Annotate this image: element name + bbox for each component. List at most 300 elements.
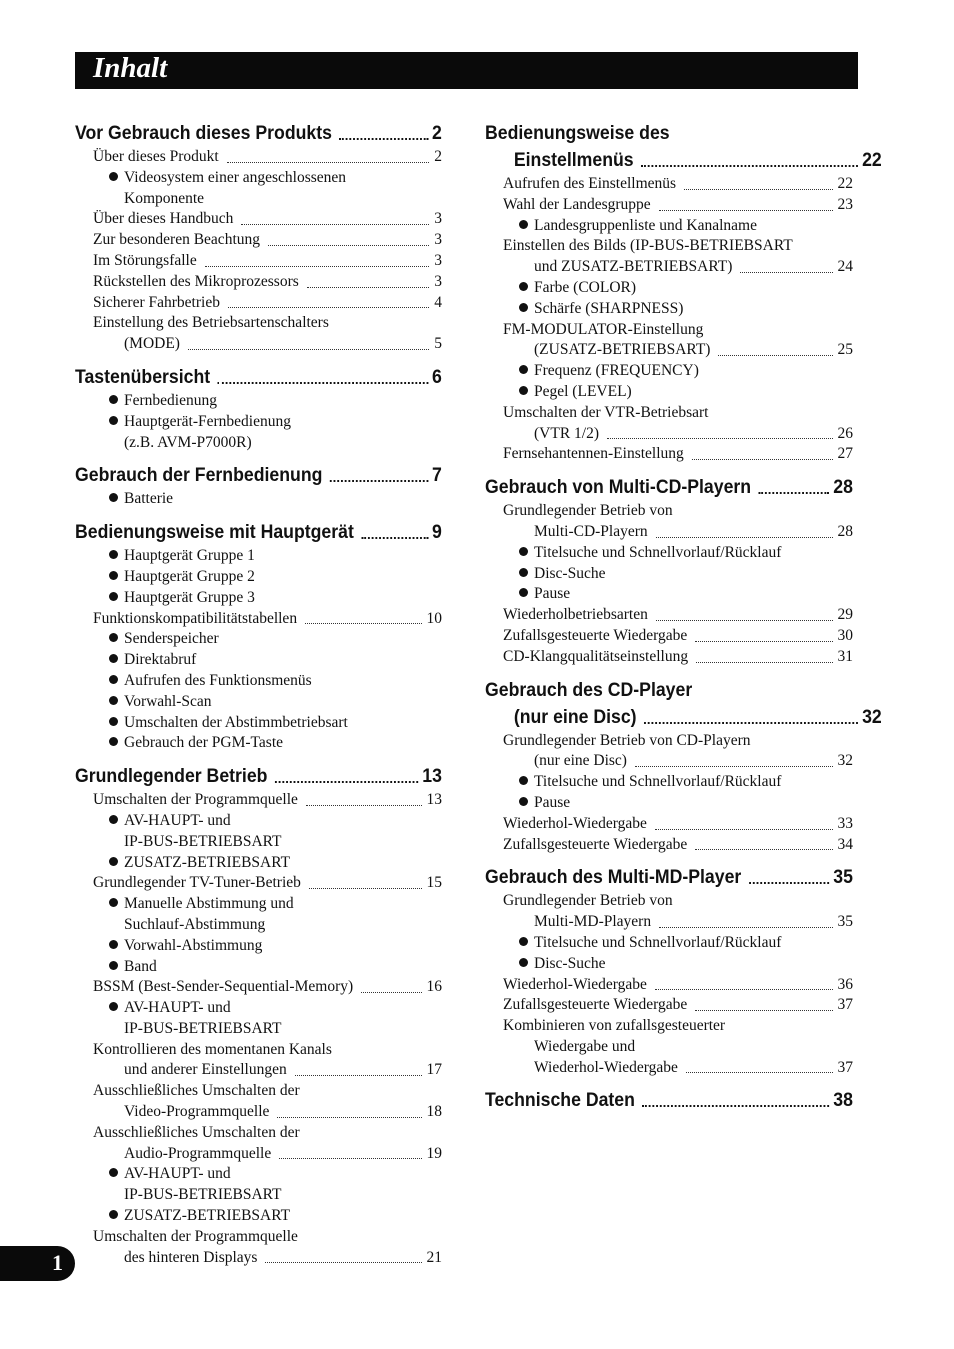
- toc-bullet-item[interactable]: [485, 793, 853, 814]
- entry-title: Rückstellen des Mikroprozessors: [93, 272, 299, 290]
- bullet-icon: [109, 395, 118, 404]
- toc-right-column: [485, 120, 882, 1114]
- toc-entry[interactable]: [75, 873, 442, 894]
- toc-bullet-item[interactable]: [75, 650, 442, 671]
- section-spacer: [75, 510, 442, 519]
- section-title: Gebrauch des CD-Player: [485, 679, 693, 701]
- bullet-text: Umschalten der Abstimmbetriebsart: [124, 713, 348, 731]
- bullet-icon: [109, 633, 118, 642]
- bullet-text: Senderspeicher: [124, 630, 219, 648]
- toc-entry[interactable]: [75, 1040, 442, 1061]
- toc-bullet-item[interactable]: [75, 588, 442, 609]
- entry-title: BSSM (Best-Sender-Sequential-Memory): [93, 978, 354, 996]
- dot-leader: [641, 165, 858, 167]
- bullet-text: Fernbedienung: [124, 391, 217, 409]
- toc-entry[interactable]: [75, 147, 442, 168]
- section-title: Bedienungsweise mit Hauptgerät: [75, 522, 354, 544]
- dot-leader: [361, 537, 428, 539]
- entry-title: Über dieses Handbuch: [93, 210, 234, 228]
- toc-entry[interactable]: [75, 1123, 442, 1144]
- dot-leader: [642, 1105, 829, 1107]
- toc-bullet-continuation: Komponente: [124, 189, 205, 207]
- toc-entry[interactable]: [485, 1016, 853, 1037]
- toc-entry[interactable]: [485, 340, 853, 361]
- section-page-number: 9: [432, 522, 442, 544]
- dot-leader: [696, 662, 832, 663]
- entry-page-number: 30: [837, 626, 853, 644]
- toc-entry[interactable]: [75, 1227, 442, 1248]
- toc-entry[interactable]: [485, 403, 853, 424]
- section-page-number: 7: [432, 465, 442, 487]
- bullet-icon: [519, 568, 528, 577]
- entry-title: (MODE): [124, 335, 180, 353]
- page-number-tab: [0, 1246, 75, 1281]
- bullet-icon: [109, 961, 118, 970]
- section-spacer: [75, 754, 442, 763]
- toc-bullet-item[interactable]: [75, 412, 442, 433]
- dot-leader: [718, 355, 832, 356]
- dot-leader: [692, 459, 833, 460]
- toc-section-heading[interactable]: [485, 704, 882, 731]
- entry-title: Fernsehantennen-Einstellung: [503, 445, 684, 463]
- bullet-text: Pause: [534, 585, 571, 603]
- bullet-text: Schärfe (SHARPNESS): [534, 299, 684, 317]
- toc-entry[interactable]: [75, 1060, 442, 1081]
- bullet-text: Vorwahl-Abstimmung: [124, 936, 263, 954]
- dot-leader: [607, 438, 832, 439]
- toc-section-heading[interactable]: [485, 677, 853, 704]
- entry-page-number: 18: [426, 1103, 442, 1121]
- bullet-text: ZUSATZ-BETRIEBSART: [124, 853, 291, 871]
- toc-entry[interactable]: [75, 313, 442, 334]
- dot-leader: [277, 1117, 421, 1118]
- section-spacer: [485, 668, 853, 677]
- toc-bullet-item[interactable]: [75, 853, 442, 874]
- bullet-icon: [519, 220, 528, 229]
- dot-leader: [695, 849, 832, 850]
- toc-bullet-item[interactable]: [485, 933, 853, 954]
- section-title: Einstellmenüs: [513, 150, 634, 171]
- bullet-icon: [109, 940, 118, 949]
- bullet-icon: [109, 737, 118, 746]
- entry-page-number: 3: [434, 231, 442, 249]
- toc-bullet-continuation: IP-BUS-BETRIEBSART: [124, 832, 282, 850]
- toc-entry[interactable]: [485, 626, 853, 647]
- toc-entry[interactable]: [75, 334, 442, 355]
- dot-leader: [361, 992, 421, 993]
- toc-bullet-item[interactable]: [75, 1164, 442, 1185]
- toc-bullet-item[interactable]: [75, 629, 442, 650]
- title-bar: [75, 52, 858, 89]
- toc-section-heading[interactable]: [75, 364, 442, 391]
- entry-page-number: 3: [434, 210, 442, 228]
- entry-title: Wahl der Landesgruppe: [503, 195, 651, 213]
- entry-page-number: 17: [426, 1061, 442, 1079]
- entry-page-number: 23: [837, 195, 853, 213]
- toc-section-heading[interactable]: [485, 1087, 853, 1114]
- toc-bullet-item[interactable]: [75, 692, 442, 713]
- bullet-icon: [109, 493, 118, 502]
- bullet-text: Pegel (LEVEL): [534, 382, 632, 400]
- entry-title: Multi-MD-Playern: [534, 913, 652, 931]
- toc-entry[interactable]: [75, 977, 442, 998]
- bullet-icon: [109, 857, 118, 866]
- toc-bullet-item[interactable]: [75, 168, 442, 189]
- entry-title: Sicherer Fahrbetrieb: [93, 293, 220, 311]
- toc-entry[interactable]: [75, 251, 442, 272]
- dot-leader: [656, 537, 833, 538]
- dot-leader: [655, 989, 833, 990]
- entry-title: (nur eine Disc): [534, 752, 627, 770]
- dot-leader: [655, 829, 833, 830]
- entry-title: Wiederhol-Wiedergabe: [534, 1058, 678, 1076]
- bullet-icon: [109, 898, 118, 907]
- bullet-icon: [109, 1168, 118, 1177]
- section-page-number: 28: [833, 477, 853, 499]
- toc-section-heading[interactable]: [485, 147, 882, 174]
- toc-entry[interactable]: [485, 975, 853, 996]
- toc-entry[interactable]: [75, 230, 442, 251]
- toc-entry[interactable]: [485, 174, 853, 195]
- entry-title: und anderer Einstellungen: [124, 1061, 287, 1079]
- dot-leader: [188, 349, 429, 350]
- entry-page-number: 31: [837, 647, 853, 665]
- toc-bullet-continuation: IP-BUS-BETRIEBSART: [124, 1019, 282, 1037]
- bullet-text: Hauptgerät Gruppe 3: [124, 588, 255, 606]
- section-title: Gebrauch des Multi-MD-Player: [485, 867, 742, 889]
- entry-title: (ZUSATZ-BETRIEBSART): [534, 341, 711, 359]
- dot-leader: [695, 1010, 832, 1011]
- entry-title: Audio-Programmquelle: [124, 1144, 272, 1162]
- dot-leader: [635, 766, 833, 767]
- bullet-icon: [109, 571, 118, 580]
- toc-entry[interactable]: [75, 1081, 442, 1102]
- entry-page-number: 21: [426, 1248, 442, 1266]
- bullet-icon: [519, 365, 528, 374]
- entry-title: Grundlegender Betrieb von CD-Playern: [503, 731, 751, 749]
- entry-page-number: 22: [837, 175, 853, 192]
- toc-section-heading[interactable]: [485, 120, 853, 147]
- toc-bullet-item[interactable]: [75, 567, 442, 588]
- toc-section-heading[interactable]: [75, 519, 442, 546]
- bullet-icon: [109, 416, 118, 425]
- page-title: Inhalt: [93, 52, 168, 84]
- section-page-number: 2: [432, 123, 442, 144]
- entry-title: Kombinieren von zufallsgesteuerter: [503, 1017, 726, 1035]
- dot-leader: [228, 307, 429, 308]
- section-title: Bedienungsweise des: [485, 123, 670, 144]
- page-number: 1: [52, 1250, 63, 1275]
- bullet-icon: [109, 592, 118, 601]
- toc-entry[interactable]: [485, 891, 853, 912]
- bullet-text: ZUSATZ-BETRIEBSART: [124, 1207, 291, 1225]
- entry-page-number: 37: [837, 1058, 853, 1076]
- section-spacer: [485, 465, 853, 474]
- bullet-icon: [109, 717, 118, 726]
- toc-bullet-item[interactable]: [75, 894, 442, 915]
- bullet-icon: [109, 815, 118, 824]
- dot-leader: [307, 287, 429, 288]
- toc-entry[interactable]: [75, 209, 442, 230]
- section-page-number: 38: [833, 1090, 853, 1112]
- dot-leader: [740, 272, 832, 273]
- toc-entry[interactable]: [485, 424, 853, 445]
- entry-page-number: 24: [837, 258, 853, 276]
- toc-entry[interactable]: [75, 609, 442, 630]
- entry-title: (VTR 1/2): [534, 424, 600, 442]
- entry-title: Zufallsgesteuerte Wiedergabe: [503, 626, 688, 644]
- section-spacer: [485, 1078, 853, 1087]
- entry-title: Video-Programmquelle: [124, 1103, 270, 1121]
- toc-bullet-continuation: IP-BUS-BETRIEBSART: [124, 1186, 282, 1204]
- entry-title: Wiederhol-Wiedergabe: [503, 814, 647, 832]
- toc-entry[interactable]: [485, 320, 853, 341]
- section-title: Gebrauch der Fernbedienung: [75, 465, 323, 487]
- toc-entry[interactable]: [485, 501, 853, 522]
- toc-entry[interactable]: [485, 444, 853, 465]
- entry-page-number: 2: [434, 148, 442, 165]
- toc-bullet-item[interactable]: [485, 382, 853, 403]
- toc-entry[interactable]: [485, 236, 853, 257]
- toc-bullet-continuation: (z.B. AVM-P7000R): [124, 433, 252, 451]
- section-spacer: [75, 453, 442, 462]
- dot-leader: [265, 1262, 421, 1263]
- toc-bullet-item[interactable]: [485, 954, 853, 975]
- bullet-icon: [519, 282, 528, 291]
- bullet-text: Batterie: [124, 490, 174, 508]
- bullet-text: Pause: [534, 793, 571, 811]
- entry-title: Grundlegender TV-Tuner-Betrieb: [93, 874, 301, 892]
- entry-title: FM-MODULATOR-Einstellung: [503, 320, 704, 338]
- section-page-number: 6: [432, 366, 442, 388]
- bullet-text: Band: [124, 957, 157, 975]
- section-title: (nur eine Disc): [513, 706, 637, 728]
- entry-page-number: 4: [434, 293, 442, 311]
- dot-leader: [305, 623, 421, 624]
- toc-entry[interactable]: [485, 912, 853, 933]
- entry-page-number: 37: [837, 996, 853, 1014]
- toc-bullet-item[interactable]: [75, 671, 442, 692]
- bullet-icon: [519, 776, 528, 785]
- section-title: Gebrauch von Multi-CD-Playern: [485, 477, 752, 499]
- toc-left-column: [75, 120, 442, 1268]
- toc-bullet-item[interactable]: [485, 216, 853, 237]
- bullet-icon: [109, 675, 118, 684]
- entry-title: Im Störungsfalle: [93, 251, 197, 269]
- toc-entry[interactable]: [485, 751, 853, 772]
- toc-entry[interactable]: [75, 1102, 442, 1123]
- entry-page-number: 26: [837, 424, 853, 442]
- toc-entry[interactable]: [485, 1037, 853, 1058]
- entry-title: Über dieses Produkt: [93, 148, 219, 165]
- toc-bullet-item[interactable]: [485, 772, 853, 793]
- entry-title: Aufrufen des Einstellmenüs: [503, 175, 677, 192]
- bullet-icon: [519, 937, 528, 946]
- section-page-number: 35: [833, 867, 853, 889]
- entry-title: Grundlegender Betrieb von: [503, 892, 673, 910]
- toc-bullet-item[interactable]: [485, 361, 853, 382]
- entry-title: Wiedergabe und: [534, 1037, 636, 1055]
- entry-page-number: 3: [434, 251, 442, 269]
- dot-leader: [686, 1072, 833, 1073]
- bullet-text: Hauptgerät-Fernbedienung: [124, 412, 291, 430]
- entry-page-number: 35: [837, 913, 853, 931]
- entry-title: und ZUSATZ-BETRIEBSART): [534, 258, 733, 276]
- dot-leader: [227, 162, 430, 163]
- entry-title: Ausschließliches Umschalten der: [93, 1123, 300, 1141]
- dot-leader: [309, 888, 422, 889]
- entry-page-number: 33: [837, 814, 853, 832]
- toc-bullet-item[interactable]: [75, 391, 442, 412]
- bullet-icon: [109, 1002, 118, 1011]
- dot-leader: [749, 882, 830, 884]
- entry-title: Umschalten der Programmquelle: [93, 1227, 298, 1245]
- bullet-text: Gebrauch der PGM-Taste: [124, 734, 284, 752]
- dot-leader: [659, 927, 832, 928]
- dot-leader: [339, 138, 428, 140]
- toc-bullet-item[interactable]: [75, 713, 442, 734]
- entry-page-number: 29: [837, 606, 853, 624]
- bullet-text: AV-HAUPT- und: [124, 1165, 231, 1183]
- toc-bullet-item[interactable]: [75, 1206, 442, 1227]
- entry-title: Einstellung des Betriebsartenschalters: [93, 314, 329, 332]
- bullet-text: Hauptgerät Gruppe 2: [124, 567, 255, 585]
- dot-leader: [268, 245, 429, 246]
- toc-section-heading[interactable]: [75, 763, 442, 790]
- toc-bullet-item[interactable]: [75, 957, 442, 978]
- dot-leader: [684, 189, 832, 190]
- toc-section-heading[interactable]: [485, 474, 853, 501]
- dot-leader: [218, 382, 429, 384]
- toc-bullet-item[interactable]: [75, 546, 442, 567]
- entry-page-number: 34: [837, 835, 853, 853]
- toc-entry[interactable]: [485, 1058, 853, 1079]
- bullet-text: Titelsuche und Schnellvorlauf/Rücklauf: [534, 543, 782, 561]
- entry-title: Grundlegender Betrieb von: [503, 502, 673, 520]
- toc-bullet-item[interactable]: [485, 564, 853, 585]
- dot-leader: [695, 641, 832, 642]
- entry-page-number: 36: [837, 975, 853, 993]
- entry-page-number: 16: [426, 978, 442, 996]
- toc-bullet-item[interactable]: [485, 278, 853, 299]
- toc-entry[interactable]: [485, 647, 853, 668]
- entry-page-number: 32: [837, 752, 853, 770]
- entry-page-number: 10: [426, 609, 442, 627]
- bullet-text: AV-HAUPT- und: [124, 999, 231, 1017]
- entry-page-number: 25: [837, 341, 853, 359]
- toc-entry[interactable]: [485, 731, 853, 752]
- bullet-text: Disc-Suche: [534, 564, 606, 582]
- bullet-icon: [109, 654, 118, 663]
- toc-entry[interactable]: [485, 257, 853, 278]
- bullet-icon: [519, 303, 528, 312]
- dot-leader: [330, 480, 428, 482]
- section-spacer: [485, 855, 853, 864]
- bullet-text: Farbe (COLOR): [534, 278, 637, 296]
- bullet-icon: [519, 588, 528, 597]
- entry-page-number: 28: [837, 522, 853, 540]
- dot-leader: [644, 722, 858, 724]
- entry-title: Zur besonderen Beachtung: [93, 231, 260, 249]
- dot-leader: [759, 492, 830, 494]
- bullet-text: Landesgruppenliste und Kanalname: [534, 216, 757, 234]
- toc-bullet-item[interactable]: [75, 733, 442, 754]
- toc-entry[interactable]: [75, 1144, 442, 1165]
- entry-page-number: 15: [426, 874, 442, 892]
- bullet-icon: [519, 547, 528, 556]
- toc-bullet-item[interactable]: [75, 936, 442, 957]
- bullet-text: Manuelle Abstimmung und: [124, 895, 294, 913]
- dot-leader: [279, 1158, 421, 1159]
- entry-title: Multi-CD-Playern: [534, 522, 648, 540]
- bullet-text: Hauptgerät Gruppe 1: [124, 547, 255, 565]
- toc-bullet-item[interactable]: [75, 489, 442, 510]
- toc-entry[interactable]: [485, 835, 853, 856]
- toc-entry[interactable]: [75, 790, 442, 811]
- toc-bullet-item[interactable]: [75, 811, 442, 832]
- section-page-number: 32: [862, 706, 882, 728]
- toc-entry[interactable]: [485, 605, 853, 626]
- dot-leader: [275, 781, 419, 783]
- bullet-icon: [519, 386, 528, 395]
- bullet-text: Vorwahl-Scan: [124, 692, 212, 710]
- toc-bullet-item[interactable]: [485, 543, 853, 564]
- section-title: Tastenübersicht: [75, 366, 211, 388]
- section-spacer: [75, 355, 442, 364]
- entry-title: Wiederhol-Wiedergabe: [503, 975, 647, 993]
- entry-title: Umschalten der Programmquelle: [93, 791, 298, 809]
- entry-page-number: 19: [426, 1144, 442, 1162]
- section-page-number: 13: [422, 766, 442, 788]
- toc-section-heading[interactable]: [75, 462, 442, 489]
- toc-entry[interactable]: [75, 293, 442, 314]
- bullet-icon: [109, 696, 118, 705]
- entry-title: Einstellen des Bilds (IP-BUS-BETRIEBSART: [503, 237, 793, 255]
- section-title: Vor Gebrauch dieses Produkts: [75, 123, 332, 144]
- bullet-text: Titelsuche und Schnellvorlauf/Rücklauf: [534, 933, 782, 951]
- bullet-text: Aufrufen des Funktionsmenüs: [124, 671, 312, 689]
- toc-entry[interactable]: [75, 272, 442, 293]
- entry-title: Wiederholbetriebsarten: [503, 606, 648, 624]
- dot-leader: [656, 620, 833, 621]
- toc-entry[interactable]: [485, 522, 853, 543]
- bullet-icon: [519, 958, 528, 967]
- entry-title: Zufallsgesteuerte Wiedergabe: [503, 996, 688, 1014]
- toc-entry[interactable]: [485, 195, 853, 216]
- entry-page-number: 27: [837, 445, 853, 463]
- entry-title: Zufallsgesteuerte Wiedergabe: [503, 835, 688, 853]
- toc-entry[interactable]: [75, 1248, 442, 1269]
- toc-section-heading[interactable]: [485, 864, 853, 891]
- bullet-text: Direktabruf: [124, 651, 197, 669]
- section-title: Technische Daten: [485, 1090, 635, 1112]
- toc-bullet-item[interactable]: [75, 998, 442, 1019]
- bullet-icon: [109, 550, 118, 559]
- toc-bullet-continuation: Suchlauf-Abstimmung: [124, 915, 266, 933]
- bullet-icon: [109, 1210, 118, 1219]
- dot-leader: [241, 224, 429, 225]
- section-page-number: 22: [862, 150, 882, 171]
- toc-bullet-item[interactable]: [485, 584, 853, 605]
- entry-page-number: 3: [434, 272, 442, 290]
- entry-title: Ausschließliches Umschalten der: [93, 1082, 300, 1100]
- toc-bullet-item[interactable]: [485, 299, 853, 320]
- toc-entry[interactable]: [485, 814, 853, 835]
- entry-page-number: 5: [434, 335, 442, 353]
- toc-entry[interactable]: [485, 995, 853, 1016]
- bullet-text: Titelsuche und Schnellvorlauf/Rücklauf: [534, 773, 782, 791]
- toc-section-heading[interactable]: [75, 120, 442, 147]
